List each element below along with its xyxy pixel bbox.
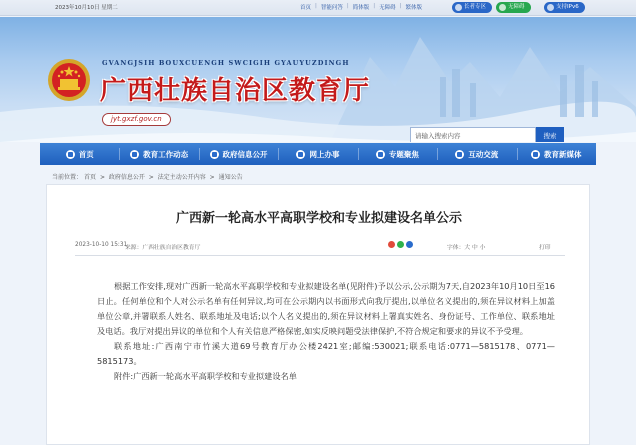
top-link-simplified[interactable]: 简体版: [352, 5, 370, 11]
article-card: [46, 184, 590, 445]
nav-item-gov-info[interactable]: 政府信息公开: [199, 143, 278, 165]
nav-item-topics[interactable]: 专题聚焦: [358, 143, 437, 165]
meta-divider: [75, 255, 565, 256]
news-icon: [130, 150, 139, 159]
service-icon: [296, 150, 305, 159]
nav-item-online-service[interactable]: 网上办事: [278, 143, 357, 165]
ipv6-icon: [547, 4, 554, 11]
font-size-control[interactable]: 字体：大 中 小: [447, 245, 486, 251]
qzone-share-icon[interactable]: [406, 241, 413, 248]
national-emblem: [46, 57, 92, 103]
current-date: 2023年10月10日 星期二: [55, 5, 118, 11]
article-paragraph-1: 根据工作安排,现对广西新一轮高水平高职学校和专业拟建设名单(见附件)予以公示,公示期为7天,自2023年10月10日至16日止。任何单位和个人对公示名单有任何异议,均可在公示期内以书面形式向我厅提出,以单位名义提出的,须在异议材料上加盖单位公章,并署联系人姓名、联系地址及电话;以个人名义提出的,须在异议材料上署真实姓名、身份证号、工作单位、联系地址及电话。我厅对提出异议的单位和个人有关信息严格保密,如实反映问题受法律保护,不符合规定和要求的异议不予受理。: [97, 281, 555, 336]
nav-item-new-media[interactable]: 教育新媒体: [517, 143, 596, 165]
site-pinyin: GVANGJSIH BOUXCUENGH SWCIGIH GYAUYUZDINGH: [102, 59, 350, 67]
breadcrumb-notices[interactable]: 通知公告: [218, 174, 243, 181]
top-link-home[interactable]: 首页: [300, 5, 312, 11]
media-icon: [531, 150, 540, 159]
topic-icon: [376, 150, 385, 159]
elder-zone-button[interactable]: 长者专区: [452, 2, 492, 13]
ipv6-badge: 支持IPv6: [544, 2, 585, 13]
top-link-qa[interactable]: 智能问答: [320, 5, 343, 11]
info-icon: [210, 150, 219, 159]
article-body: [97, 279, 555, 384]
header-banner: [0, 17, 636, 142]
accessibility-button[interactable]: 无障碍: [496, 2, 531, 13]
home-icon: [66, 150, 75, 159]
attachment-link[interactable]: 附件:广西新一轮高水平高职学校和专业拟建设名单: [114, 371, 297, 381]
share-bar: [388, 241, 413, 248]
breadcrumb-prefix: 当前位置：: [52, 174, 83, 181]
article-paragraph-2: 联系地址:广西南宁市竹溪大道69号教育厅办公楼2421室;邮编:530021;联系电话:0771—5815178、0771—5815173。: [97, 341, 555, 366]
breadcrumb: 当前位置： 首页 > 政府信息公开 > 法定主动公开内容 > 通知公告: [52, 174, 243, 181]
breadcrumb-statutory[interactable]: 法定主动公开内容: [157, 174, 206, 181]
nav-item-interaction[interactable]: 互动交流: [437, 143, 516, 165]
print-link[interactable]: 打印: [539, 245, 551, 251]
breadcrumb-home[interactable]: 首页: [84, 174, 97, 181]
publish-time: 2023-10-10 15:31: [75, 242, 128, 248]
nav-item-work-news[interactable]: 教育工作动态: [119, 143, 198, 165]
site-title[interactable]: 广西壮族自治区教育厅: [100, 76, 371, 106]
search-input[interactable]: 请输入搜索内容: [410, 127, 536, 142]
top-link-accessibility[interactable]: 无障碍: [379, 5, 396, 11]
top-link-traditional[interactable]: 繁体版: [405, 5, 423, 11]
chat-icon: [455, 150, 464, 159]
site-domain: jyt.gxzf.gov.cn: [102, 113, 171, 126]
search-button[interactable]: 搜索: [536, 127, 564, 142]
wechat-share-icon[interactable]: [397, 241, 404, 248]
accessibility-icon: [499, 4, 506, 11]
main-nav: [40, 143, 596, 165]
elder-icon: [455, 4, 462, 11]
breadcrumb-gov-info[interactable]: 政府信息公开: [108, 174, 145, 181]
article-source: 来源：广西壮族自治区教育厅: [125, 245, 201, 251]
top-bar: [0, 0, 636, 16]
top-links: 首页 | 智能问答 | 简体版 | 无障碍 | 繁体版: [300, 3, 423, 11]
article-title: 广西新一轮高水平高职学校和专业拟建设名单公示: [175, 211, 462, 226]
nav-item-home[interactable]: 首页: [40, 143, 119, 165]
weibo-share-icon[interactable]: [388, 241, 395, 248]
